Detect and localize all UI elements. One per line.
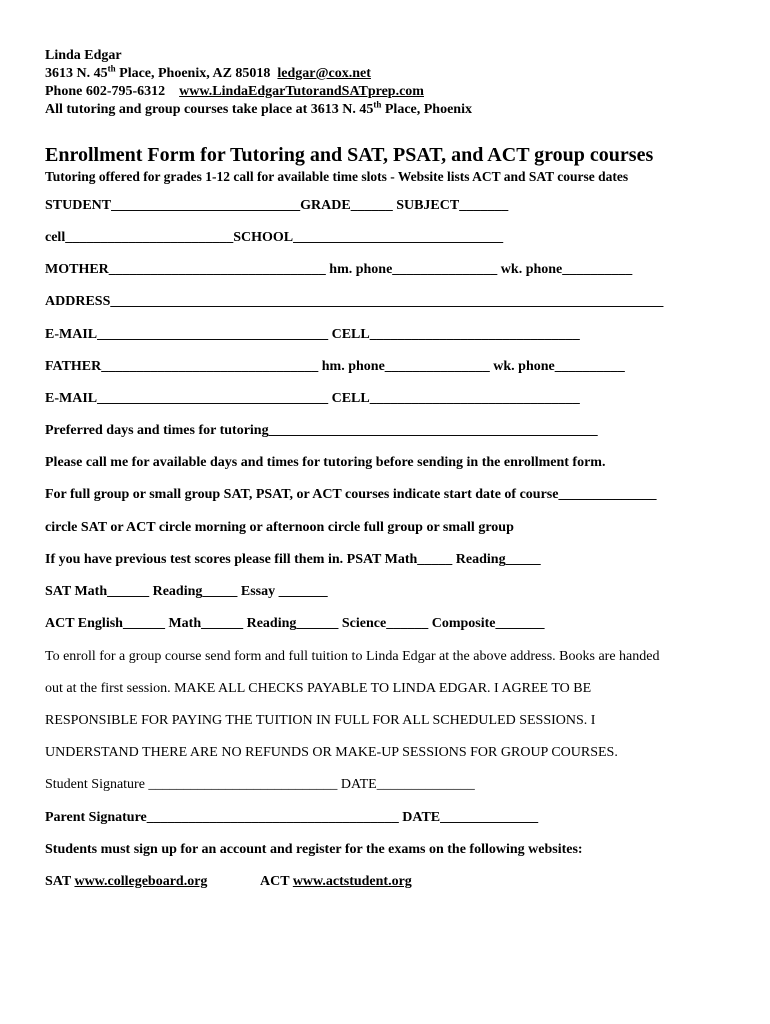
header-email-link[interactable]: ledgar@cox.net: [277, 66, 371, 81]
policy-line-2: out at the first session. MAKE ALL CHECKS PAYABLE TO LINDA EDGAR. I AGREE TO BE: [45, 681, 592, 696]
mother-phone-field[interactable]: MOTHER_______________________________ hm. phone_______________ wk. phone__________: [45, 262, 633, 277]
policy-line-3: RESPONSIBLE FOR PAYING THE TUITION IN FULL FOR ALL SCHEDULED SESSIONS. I: [45, 713, 596, 728]
act-website: [260, 873, 412, 891]
form-subtitle: Tutoring offered for grades 1-12 call for available time slots - Website lists ACT and SAT course dates: [45, 169, 629, 184]
sat-website-link[interactable]: www.collegeboard.org: [74, 874, 208, 889]
header-address-part-b: Place, Phoenix, AZ 85018: [115, 66, 278, 81]
sat-scores-field[interactable]: SAT Math______ Reading_____ Essay _______: [45, 584, 328, 599]
cell-school-field[interactable]: cell________________________SCHOOL______________________________: [45, 230, 504, 245]
student-grade-subject-field[interactable]: STUDENT___________________________GRADE______ SUBJECT_______: [45, 198, 509, 213]
header-location: [45, 101, 472, 119]
preferred-times-field[interactable]: Preferred days and times for tutoring_______________________________________________: [45, 423, 598, 438]
header-name: Linda Edgar: [45, 48, 122, 63]
policy-line-4: UNDERSTAND THERE ARE NO REFUNDS OR MAKE-UP SESSIONS FOR GROUP COURSES.: [45, 745, 618, 760]
email-cell-field-2[interactable]: E-MAIL_________________________________ CELL______________________________: [45, 391, 580, 406]
header-address-sup: th: [107, 63, 116, 74]
header-location-sup: th: [373, 99, 382, 110]
act-website-link[interactable]: www.actstudent.org: [292, 874, 412, 889]
address-field[interactable]: ADDRESS_______________________________________________________________________________: [45, 294, 664, 309]
policy-line-1: To enroll for a group course send form and full tuition to Linda Edgar at the above address. Books are handed: [45, 649, 660, 664]
header-location-part-b: Place, Phoenix: [381, 102, 472, 117]
header-address-part-a: 3613 N. 45: [45, 66, 108, 81]
email-cell-field-1[interactable]: E-MAIL_________________________________ CELL______________________________: [45, 327, 580, 342]
form-title: Enrollment Form for Tutoring and SAT, PSAT, and ACT group courses: [45, 144, 654, 166]
sat-website: [45, 873, 207, 891]
father-phone-field[interactable]: FATHER_______________________________ hm. phone_______________ wk. phone__________: [45, 359, 625, 374]
act-website-label: ACT: [260, 874, 293, 889]
student-signature-field[interactable]: Student Signature ___________________________ DATE______________: [45, 777, 475, 792]
sat-website-label: SAT: [45, 874, 75, 889]
psat-scores-field[interactable]: If you have previous test scores please fill them in. PSAT Math_____ Reading_____: [45, 552, 541, 567]
registration-note: Students must sign up for an account and register for the exams on the following websites:: [45, 842, 583, 857]
parent-signature-field[interactable]: Parent Signature____________________________________ DATE______________: [45, 810, 539, 825]
call-note: Please call me for available days and times for tutoring before sending in the enrollment form.: [45, 455, 606, 470]
circle-options[interactable]: circle SAT or ACT circle morning or afternoon circle full group or small group: [45, 520, 514, 535]
header-contact: [45, 83, 424, 101]
header-location-part-a: All tutoring and group courses take place at 3613 N. 45: [45, 102, 374, 117]
start-date-field[interactable]: For full group or small group SAT, PSAT, or ACT courses indicate start date of course______________: [45, 487, 657, 502]
act-scores-field[interactable]: ACT English______ Math______ Reading______ Science______ Composite_______: [45, 616, 545, 631]
header-website-link[interactable]: www.LindaEdgarTutorandSATprep.com: [179, 84, 424, 99]
header-address: [45, 65, 371, 83]
header-phone: Phone 602-795-6312: [45, 84, 180, 99]
